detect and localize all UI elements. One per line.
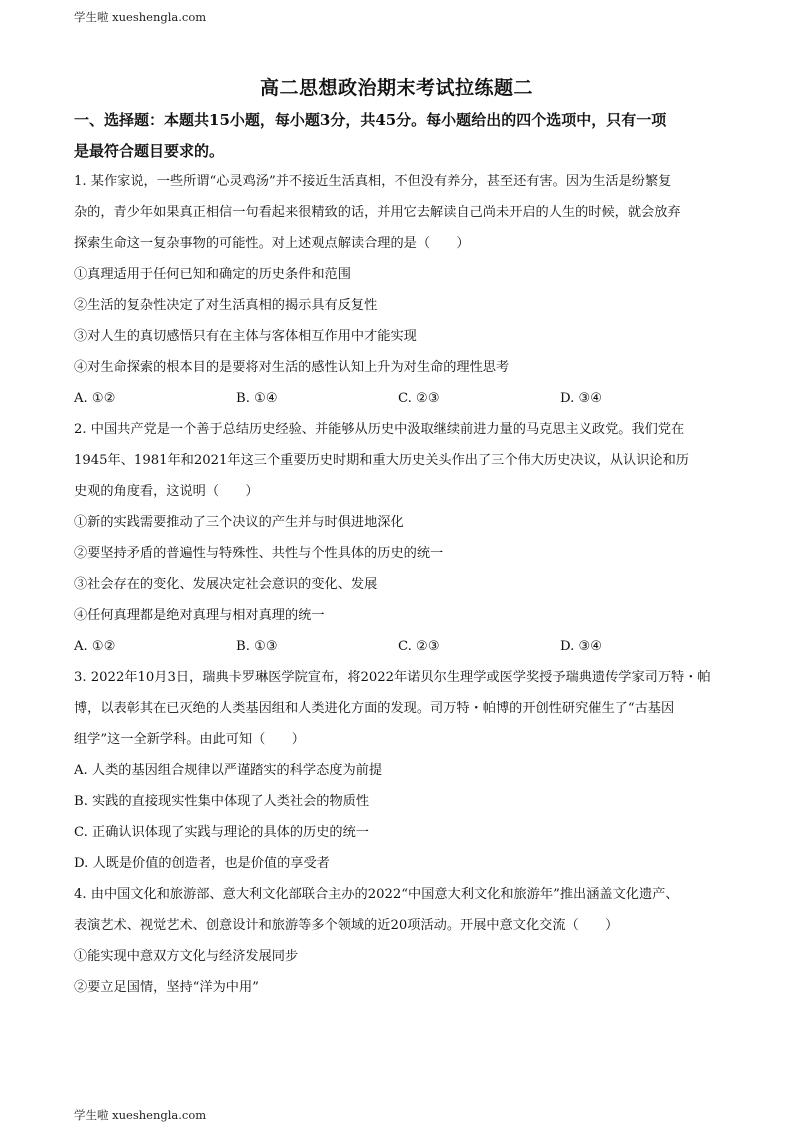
question-stem-line: 杂的，青少年如果真正相信一句看起来很精致的话，并用它去解读自己尚未开启的人生的时候，就会放弃 xyxy=(74,205,681,220)
statement-item: ④任何真理都是绝对真理与相对真理的统一 xyxy=(74,608,325,623)
option-c: C. ②③ xyxy=(398,639,440,654)
page-footer: 学生啦 xueshengla.com xyxy=(74,1108,207,1122)
question-stem-line: 探索生命这一复杂事物的可能性。对上述观点解读合理的是（ ） xyxy=(74,236,470,251)
option-c: C. ②③ xyxy=(398,391,440,406)
statement-item: ①能实现中意双方文化与经济发展同步 xyxy=(74,949,299,964)
question-stem-line: 3. 2022年10月3日，瑞典卡罗琳医学院宣布，将2022年诺贝尔生理学或医学奖授予瑞典遗传学家司万特・帕 xyxy=(74,670,711,685)
statement-item: ③对人生的真切感悟只有在主体与客体相互作用中才能实现 xyxy=(74,329,417,344)
page-header: 学生啦 xueshengla.com xyxy=(74,10,207,24)
option-b: B. ①③ xyxy=(236,639,278,654)
option-a: A. ①② xyxy=(74,639,116,654)
answer-options xyxy=(74,383,724,414)
question-3 xyxy=(74,662,724,879)
choice-c: C. 正确认识体现了实践与理论的具体的历史的统一 xyxy=(74,825,369,840)
statement-item: ④对生命探索的根本目的是要将对生活的感性认知上升为对生命的理性思考 xyxy=(74,360,510,375)
question-stem-line: 1945年、1981年和2021年这三个重要历史时期和重大历史关头作出了三个伟大历史决议，从认识论和历 xyxy=(74,453,689,468)
statement-item: ②要坚持矛盾的普遍性与特殊性、共性与个性具体的历史的统一 xyxy=(74,546,444,561)
question-stem-line: 表演艺术、视觉艺术、创意设计和旅游等多个领域的近20项活动。开展中意文化交流（ ） xyxy=(74,918,619,933)
section-heading-line: 一、选择题：本题共15小题，每小题3分，共45分。每小题给出的四个选项中，只有一项 xyxy=(74,111,667,129)
statement-item: ①真理适用于任何已知和确定的历史条件和范围 xyxy=(74,267,351,282)
question-stem-line: 组学”这一全新学科。由此可知（ ） xyxy=(74,732,305,747)
question-4 xyxy=(74,879,724,1003)
question-1 xyxy=(74,166,724,414)
question-stem-line: 史观的角度看，这说明（ ） xyxy=(74,484,259,499)
statement-item: ②生活的复杂性决定了对生活真相的揭示具有反复性 xyxy=(74,298,378,313)
option-b: B. ①④ xyxy=(236,391,278,406)
questions xyxy=(74,166,724,1003)
answer-options xyxy=(74,631,724,662)
statement-item: ③社会存在的变化、发展决定社会意识的变化、发展 xyxy=(74,577,378,592)
choice-a: A. 人类的基因组合规律以严谨踏实的科学态度为前提 xyxy=(74,763,383,778)
choice-b: B. 实践的直接现实性集中体现了人类社会的物质性 xyxy=(74,794,370,809)
statement-item: ①新的实践需要推动了三个决议的产生并与时俱进地深化 xyxy=(74,515,404,530)
option-d: D. ③④ xyxy=(560,391,603,406)
question-stem-line: 4. 由中国文化和旅游部、意大利文化部联合主办的2022“中国意大利文化和旅游年”推出涵盖文化遗产、 xyxy=(74,887,679,902)
question-2 xyxy=(74,414,724,662)
choice-d: D. 人既是价值的创造者，也是价值的享受者 xyxy=(74,856,330,871)
option-a: A. ①② xyxy=(74,391,116,406)
question-stem-line: 博，以表彰其在已灭绝的人类基因组和人类进化方面的发现。司万特・帕博的开创性研究催生了“古基因 xyxy=(74,701,675,716)
section-heading-line: 是最符合题目要求的。 xyxy=(74,142,225,160)
statement-item: ②要立足国情，坚持“洋为中用” xyxy=(74,980,259,995)
question-stem-line: 2. 中国共产党是一个善于总结历史经验、并能够从历史中汲取继续前进力量的马克思主义政党。我们党在 xyxy=(74,422,685,437)
page-title: 高二思想政治期末考试拉练题二 xyxy=(259,77,533,99)
option-d: D. ③④ xyxy=(560,639,603,654)
question-stem-line: 1. 某作家说，一些所谓“心灵鸡汤”并不接近生活真相，不但没有养分，甚至还有害。因为生活是纷繁复 xyxy=(74,174,672,189)
section-heading xyxy=(74,105,722,167)
